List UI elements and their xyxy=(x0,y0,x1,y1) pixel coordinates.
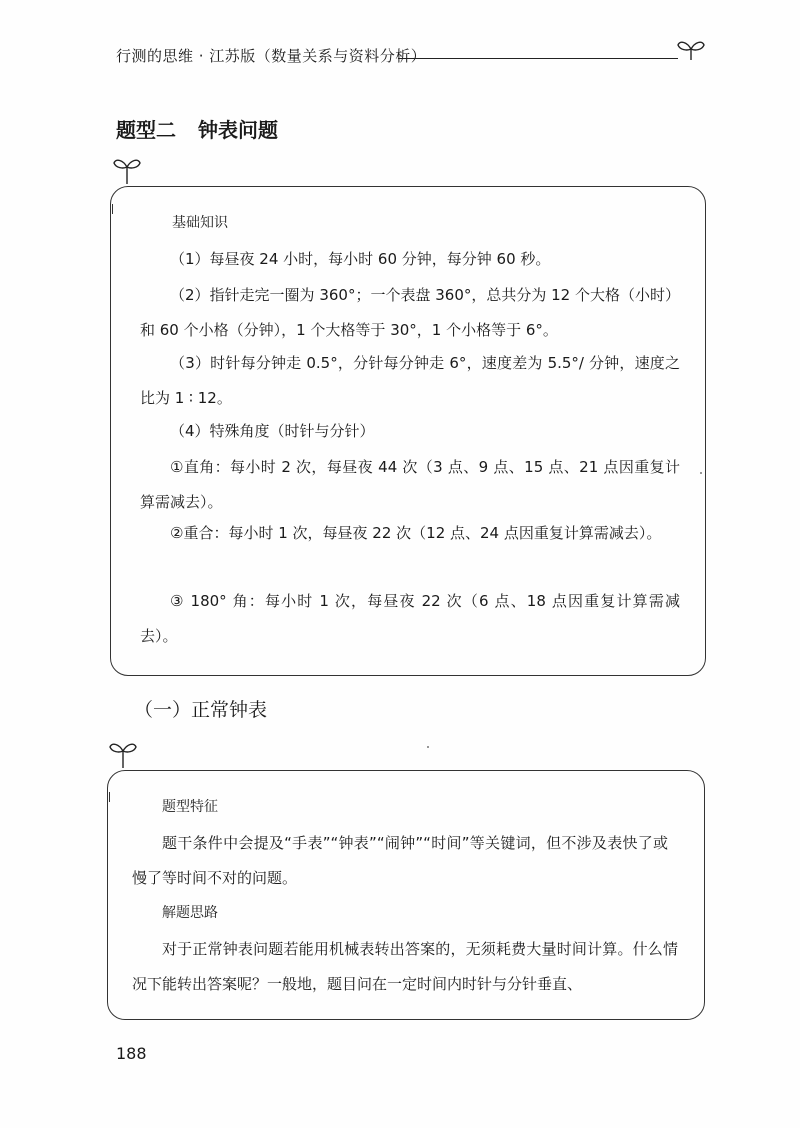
page-number: 188 xyxy=(116,1044,147,1063)
sprout-icon xyxy=(676,36,706,62)
features-paragraph-2: 对于正常钟表问题若能用机械表转出答案的，无须耗费大量时间计算。什么情况下能转出答案呢？一般地，题目问在一定时间内时针与分针垂直、 xyxy=(132,940,678,993)
basic-knowledge-heading: 基础知识 xyxy=(172,215,228,231)
header-rule xyxy=(398,58,678,59)
features-paragraph-1: 题干条件中会提及“手表”“钟表”“闹钟”“时间”等关键词，但不涉及表快了或慢了等时间不对的问题。 xyxy=(132,834,668,887)
subsection-title: （一）正常钟表 xyxy=(134,699,268,721)
knowledge-paragraph-6: ②重合：每小时 1 次，每昼夜 22 次（12 点、24 点因重复计算需减去）。 xyxy=(170,524,662,542)
running-header: 行测的思维 · 江苏版（数量关系与资料分析） xyxy=(116,47,427,65)
knowledge-paragraph-3: （3）时针每分钟走 0.5°，分针每分钟走 6°，速度差为 5.5°/ 分钟，速度之比为 1 ∶ 12。 xyxy=(140,354,680,407)
scan-speck xyxy=(427,746,429,748)
sprout-icon xyxy=(112,152,142,186)
knowledge-paragraph-7: ③ 180° 角：每小时 1 次，每昼夜 22 次（6 点、18 点因重复计算需减去）。 xyxy=(140,592,680,645)
section-number: 题型二 xyxy=(116,118,176,142)
knowledge-paragraph-2: （2）指针走完一圈为 360°；一个表盘 360°，总共分为 12 个大格（小时）和 60 个小格（分钟），1 个大格等于 30°，1 个小格等于 6°。 xyxy=(140,286,680,339)
scan-speck xyxy=(700,472,702,474)
solution-approach-heading: 解题思路 xyxy=(162,905,218,921)
knowledge-paragraph-5: ①直角：每小时 2 次，每昼夜 44 次（3 点、9 点、15 点、21 点因重复计算需减去）。 xyxy=(140,458,680,511)
section-title xyxy=(116,114,278,143)
sprout-icon xyxy=(108,736,138,770)
section-name: 钟表问题 xyxy=(198,118,278,142)
box-corner-tick xyxy=(109,792,110,802)
features-heading: 题型特征 xyxy=(162,799,218,815)
box-corner-tick xyxy=(112,204,113,214)
knowledge-paragraph-4: （4）特殊角度（时针与分针） xyxy=(170,422,375,440)
knowledge-paragraph-1: （1）每昼夜 24 小时，每小时 60 分钟，每分钟 60 秒。 xyxy=(170,250,551,268)
